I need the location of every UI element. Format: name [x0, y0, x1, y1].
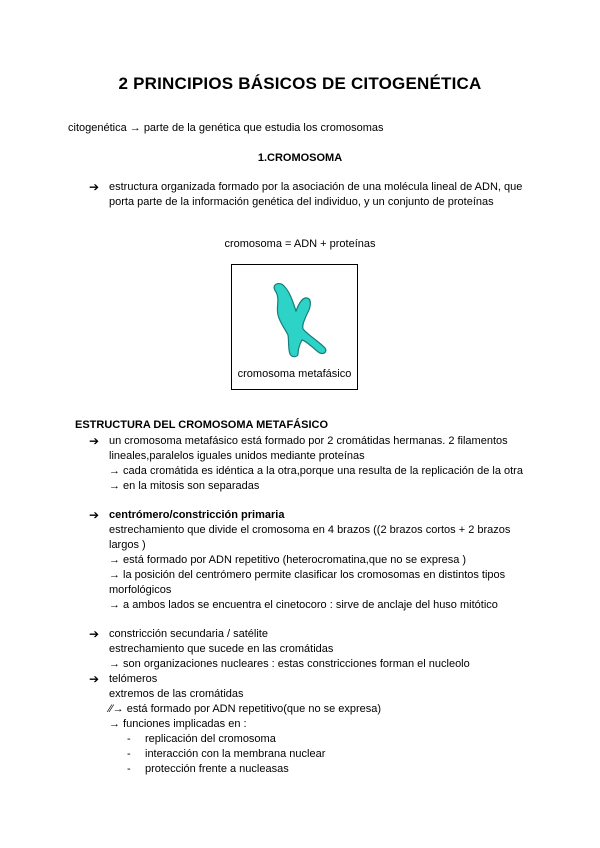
page-title: 2 PRINCIPIOS BÁSICOS DE CITOGENÉTICA [118, 74, 482, 93]
centromero-line6: → a ambos lados se encuentra el cinetocoro : sirve de anclaje del huso mitótico [109, 599, 498, 611]
cromatidas-line2: lineales,paralelos iguales unidos mediante proteínas [109, 450, 365, 462]
bullet-arrow-icon: ➔ [89, 180, 100, 194]
bullet-arrow-icon: ➔ [89, 627, 100, 641]
list-item: interacción con la membrana nuclear [145, 748, 326, 760]
bullet-arrow-icon: ➔ [89, 434, 100, 448]
list-item: protección frente a nucleasas [145, 763, 289, 775]
telomeros-line1: extremos de las cromátidas [109, 688, 244, 700]
telomeros-line2: ⁄⁄→ está formado por ADN repetitivo(que no se expresa) [109, 703, 382, 715]
centromero-line5: morfológicos [109, 584, 172, 596]
centromero-title: centrómero/constricción primaria [109, 509, 285, 521]
constriccion-secundaria-line2: → son organizaciones nucleares : estas constricciones forman el nucleolo [109, 658, 470, 670]
cromatidas-line1: un cromosoma metafásico está formado por 2 cromátidas hermanas. 2 filamentos [109, 435, 508, 447]
cromatidas-line3: → cada cromátida es idéntica a la otra,porque una resulta de la replicación de la otra [109, 465, 523, 477]
section1-heading: 1.CROMOSOMA [257, 152, 343, 164]
constriccion-secundaria-line1: estrechamiento que sucede en las cromátidas [109, 643, 334, 655]
list-item: replicación del cromosoma [145, 733, 276, 745]
cromosoma-formula: cromosoma = ADN + proteínas [224, 238, 376, 250]
intro-definition: citogenética → parte de la genética que estudia los cromosomas [68, 122, 384, 134]
centromero-line3: → está formado por ADN repetitivo (heterocromatina,que no se expresa ) [109, 554, 467, 566]
centromero-line2: largos ) [109, 539, 146, 551]
chromosome-figure [231, 264, 358, 390]
list-dash: - [127, 733, 131, 745]
list-dash: - [127, 748, 131, 760]
telomeros-title: telómeros [109, 673, 158, 685]
section2-heading: ESTRUCTURA DEL CROMOSOMA METAFÁSICO [75, 419, 328, 431]
centromero-line1: estrechamiento que divide el cromosoma en 4 brazos ((2 brazos cortos + 2 brazos [109, 524, 511, 536]
list-dash: - [127, 763, 131, 775]
bullet-arrow-icon: ➔ [89, 672, 100, 686]
cromatidas-line4: → en la mitosis son separadas [109, 480, 260, 492]
telomeros-line3: → funciones implicadas en : [109, 718, 247, 730]
constriccion-secundaria-title: constricción secundaria / satélite [109, 628, 268, 640]
centromero-line4: → la posición del centrómero permite clasificar los cromosomas en distintos tipos [109, 569, 506, 581]
figure-caption: cromosoma metafásico [237, 368, 352, 380]
cromosoma-definition-line1: estructura organizada formado por la asociación de una molécula lineal de ADN, que [109, 181, 523, 193]
cromosoma-definition-line2: porta parte de la información genética del individuo, y un conjunto de proteínas [109, 196, 494, 208]
bullet-arrow-icon: ➔ [89, 508, 100, 522]
